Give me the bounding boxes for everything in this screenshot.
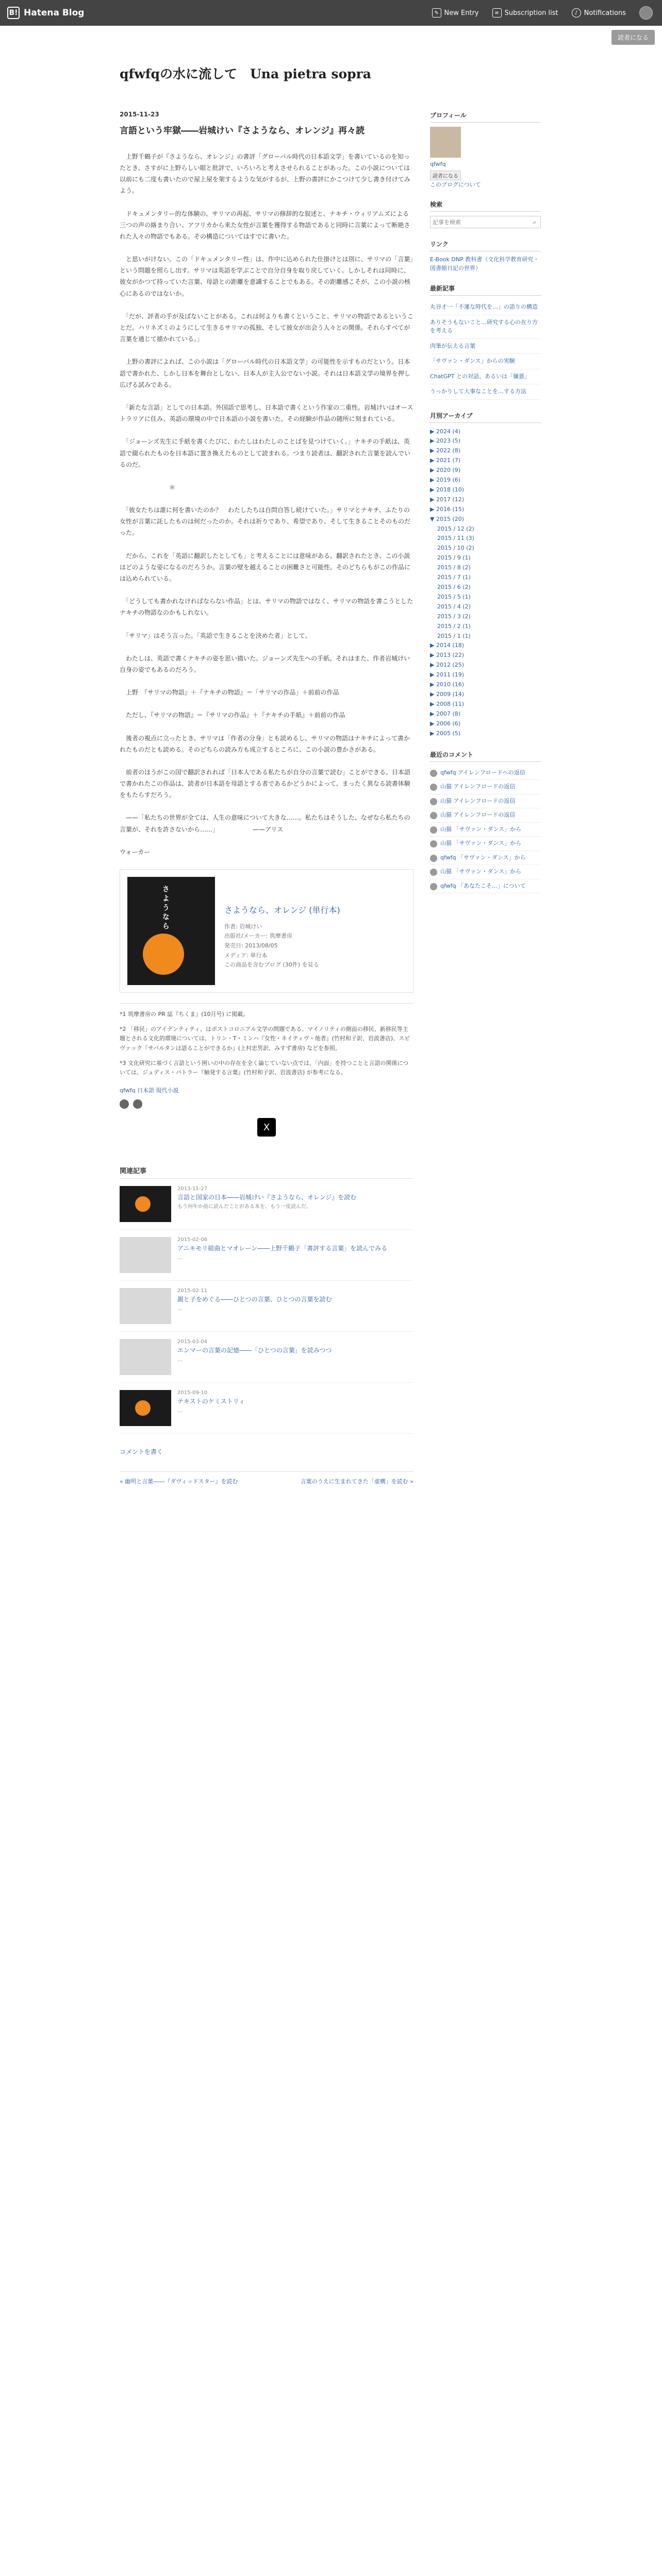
list-icon: ≡ xyxy=(492,8,502,18)
post-paragraph: 「どうしても書かれなければならない作品」とは、サリマの物語ではなく、サリマの物語を書こうとしたナキチの物語なのかもしれない。 xyxy=(120,598,413,617)
post-paragraph: 「彼女たちは誰に何を書いたのか？ わたしたちは自問自答し続けていた。」サリマとナキチ、ふたりの女性が言葉に託したものは何だったのか。それは祈りであり、希望であり、そして生きることそのものだった。 xyxy=(120,506,411,537)
book-author: 作者: 岩城けい xyxy=(224,923,262,930)
related-date: 2015-02-11 xyxy=(177,1288,208,1294)
archive-year-item[interactable]: ▶ 2016 (15) xyxy=(430,505,465,513)
subscription-list-button[interactable] xyxy=(492,8,558,18)
post-paragraph: 上野千鶴子が『さようなら、オレンジ』の書評「グローバル時代の日本語文学」を書いているのを知ったとき、さすがに上野らしい眼と批評で、いろいろと考えさせられることがあった。この小説については以前にも二度も書いたので屋上屋を架するような気がするが、上野の書評にかこつけて少し書き付けてみよう。 xyxy=(120,152,410,195)
write-comment-link[interactable] xyxy=(120,1447,413,1456)
archive-year-item[interactable]: ▶ 2013 (22) xyxy=(430,652,465,659)
write-comment-label[interactable]: コメントを書く xyxy=(120,1448,163,1456)
comment-link[interactable]: 山猫 「サヴァン・ダンス」から xyxy=(440,868,522,875)
archive-month-item[interactable]: 2015 / 2 (1) xyxy=(437,622,471,630)
recent-entry-link[interactable]: ChatGPT との対話、あるいは「嫌悪」 xyxy=(430,372,531,380)
post-paragraph: ドキュメンタリー的な体験の、サリマの再起、サリマの修辞的な叙述と、ナキチ・ウィリアムズによる三つの声の絡まり合い、アフリカから来た女性が言葉を獲得する物語であると同時に言葉によって断絶された人々の物語でもある。その構造についてはすでに書いた。 xyxy=(120,210,410,240)
post-paragraph: ただし、『サリマの物語』＝『サリマの作品』＋『ナキチの手紙』＋前前の作品 xyxy=(120,711,345,719)
hatena-logo[interactable] xyxy=(7,7,84,19)
related-thumbnail[interactable] xyxy=(120,1288,171,1324)
facebook-icon[interactable] xyxy=(133,1099,142,1109)
comment-item[interactable] xyxy=(430,865,541,879)
comment-link[interactable]: 山猫 「サヴァン・ダンス」から xyxy=(440,825,522,833)
post-paragraph: ウォーカー xyxy=(120,848,151,856)
comment-item[interactable] xyxy=(430,851,541,866)
hatena-bookmark-icon[interactable] xyxy=(120,1099,129,1109)
archive-year-item[interactable]: ▶ 2023 (5) xyxy=(430,437,461,445)
archive-year-item[interactable]: ▶ 2007 (8) xyxy=(430,710,461,717)
pencil-icon: ✎ xyxy=(432,8,441,18)
share-buttons xyxy=(120,1099,413,1109)
prev-entry-link[interactable]: « 幽明と言葉――『ダヴィッドスター』を読む xyxy=(120,1478,238,1485)
section-separator: ＊ xyxy=(120,483,176,491)
post-paragraph: 「新たな言語」としての日本語。外国語で思考し、日本語で書くという作家の二重性。岩城けいはオーストラリアに住み、英語の環境の中で日本語の小説を書いた。その経験が作品の随所に刻まれている。 xyxy=(120,403,413,423)
post-paragraph: 「サリマ」はそう言った。「英語で生きることを決めた者」として。 xyxy=(120,632,311,639)
search-module xyxy=(430,200,541,228)
post-title[interactable]: 言語という牢獄――岩城けい『さようなら、オレンジ』再々読 xyxy=(120,126,365,136)
subscribe-badge[interactable]: 読者になる xyxy=(430,171,461,180)
hatena-logo-text: Hatena Blog xyxy=(24,8,85,18)
x-share-button[interactable]: X xyxy=(257,1118,276,1137)
footnote: *1 筑摩書房の PR 誌『ちくま』(10月号) に掲載。 xyxy=(120,1011,249,1018)
commenter-avatar xyxy=(430,826,437,834)
category-link[interactable]: 現代小説 xyxy=(156,1087,179,1094)
related-title[interactable]: エンマーの言葉の記憶――「ひとつの言葉」を読みつつ xyxy=(177,1347,332,1354)
commenter-avatar xyxy=(430,784,437,791)
comment-item[interactable] xyxy=(430,823,541,837)
archive-month-item[interactable]: 2015 / 1 (1) xyxy=(437,632,471,639)
comment-link[interactable]: 山猫 「サヴァン・ダンス」から xyxy=(440,840,522,846)
main-column xyxy=(120,111,413,1485)
profile-heading: プロフィール xyxy=(430,111,541,123)
comment-link[interactable]: 山猫 アイレンフロードの返信 xyxy=(440,811,516,818)
related-thumbnail[interactable] xyxy=(120,1237,171,1273)
links-module xyxy=(430,240,541,273)
archive-month-item[interactable]: 2015 / 7 (1) xyxy=(437,574,471,581)
related-thumbnail[interactable] xyxy=(120,1390,171,1426)
archive-month-item[interactable]: 2015 / 8 (2) xyxy=(437,564,471,571)
post-paragraph: 前者のほうがこの国で翻訳されれば「日本人である私たちが自分の言葉で読む」ことができる。日本語で書かれたこの作品は、読者が日本語を母語とする者であるかどうかによって、まったく異なる読書体験をもたらすだろう。 xyxy=(120,768,411,799)
author-link[interactable]: qfwfq xyxy=(120,1087,136,1094)
recent-comments-module xyxy=(430,750,541,894)
comment-item[interactable] xyxy=(430,808,541,823)
profile-avatar[interactable] xyxy=(430,127,461,158)
post-paragraph: と思いがけない。この「ドキュメンタリー性」は、作中に込められた仕掛けとは別に、サリマの「言葉」という問題を照らし出す。サリマは英語を学ぶことで自分自身を取り戻していく。しかしそれは同時に、彼女がかつて持っていた言葉、母語との距離を意識することでもある。その距離感こそが、この小説の核心にあるのではないか。 xyxy=(120,256,413,297)
search-heading: 検索 xyxy=(430,200,541,212)
book-cover-image[interactable] xyxy=(127,877,215,985)
archive-year-item[interactable]: ▶ 2010 (16) xyxy=(430,681,465,688)
related-date: 2013-11-27 xyxy=(177,1186,208,1192)
commenter-avatar xyxy=(430,883,437,890)
book-meta xyxy=(224,922,340,970)
archive-year-item[interactable]: ▶ 2011 (19) xyxy=(430,671,465,679)
hatena-topbar xyxy=(0,0,662,26)
related-excerpt: もう何年か前に読んだことがある本を、もう一度読んだ。 xyxy=(177,1204,311,1210)
new-entry-label: New Entry xyxy=(444,9,479,17)
related-item[interactable] xyxy=(120,1230,413,1281)
post-paragraph: 後者の視点に立ったとき、サリマは「作者の分身」とも読めるし、サリマの物語はナキチによって書かれたものだとも読める。そのどちらの読み方も成立するところに、この小説の豊かさがある。 xyxy=(120,734,410,753)
book-release-date: 発売日: 2013/08/05 xyxy=(224,942,278,950)
book-info xyxy=(224,877,340,985)
footnotes xyxy=(120,1003,413,1078)
comment-link[interactable]: qfwfq 「サヴァン・ダンス」から xyxy=(440,854,526,861)
archive-month-item[interactable]: 2015 / 6 (2) xyxy=(437,584,471,590)
footnote: *2 「移民」のアイデンティティ、はポストコロニアル文学の問題である。マイノリティの側面の移民、新移民等主題とされる文化的環境については、トリン・T・ミンハ『女性・ネイティヴ・他者』(竹村和子訳、岩波書店)、スピヴァック『サバルタンは語ることができるか』(上村忠男訳、みすず書房) などを参照。 xyxy=(120,1025,410,1052)
commenter-avatar xyxy=(430,855,437,862)
related-title[interactable]: 親と子をめぐる――ひとつの言葉、ひとつの言葉を読む xyxy=(177,1296,332,1303)
orange-illustration xyxy=(143,934,184,975)
comment-link[interactable]: qfwfq アイレンフロードへの返信 xyxy=(440,769,525,776)
post-paragraph: 上野の書評によれば、この小説は「グローバル時代の日本語文学」の可能性を示すものだという。日本語で書かれた、しかし日本を舞台としない、日本人が主人公でない小説。それは日本語文学の境界を押し広げる試みである。 xyxy=(120,358,411,388)
topbar-actions xyxy=(432,0,653,26)
recent-entries-module xyxy=(430,284,541,400)
archive-module xyxy=(430,411,541,739)
comment-item[interactable] xyxy=(430,837,541,851)
recent-entry-link[interactable]: ありそうもないこと…研究する心の在り方を考える xyxy=(430,318,538,334)
comments-heading: 最近のコメント xyxy=(430,750,541,762)
post-paragraph: わたしは、英語で書くナキチの姿を思い描いた。ジョーンズ先生への手紙。それはまた、作者岩城けい自身の姿でもあるのだろう。 xyxy=(120,654,410,673)
related-title[interactable]: アニキモリ組曲とマオレーン――上野千鶴子「書評する言葉」を読んでみる xyxy=(177,1245,388,1252)
recent-heading: 最新記事 xyxy=(430,284,541,296)
next-entry-link[interactable]: 言葉のうえに生まれてきた「虚構」を読む » xyxy=(300,1478,413,1485)
notifications-label: Notifications xyxy=(584,9,626,17)
recent-entry-link[interactable]: 肉筆が伝える言葉 xyxy=(430,342,475,349)
archive-month-item[interactable]: 2015 / 12 (2) xyxy=(437,525,474,532)
related-excerpt: … xyxy=(177,1306,183,1312)
search-input[interactable] xyxy=(431,216,529,228)
post-paragraph: 「ジョーンズ先生に手紙を書くたびに、わたしはわたしのことばを見つけていく。」ナキチの手紙は、英語で綴られたものを日本語に置き換えたものとして読まれる。つまり読者は、翻訳された言葉を読んでいるのだ。 xyxy=(120,438,411,468)
commenter-avatar xyxy=(430,798,437,805)
commenter-avatar xyxy=(430,869,437,876)
archive-year-item[interactable]: ▶ 2014 (18) xyxy=(430,642,465,649)
related-title[interactable]: テキストのケミストリィ xyxy=(177,1398,245,1405)
archive-month-item[interactable]: 2015 / 9 (1) xyxy=(437,554,471,562)
archive-year-item[interactable]: ▶ 2021 (7) xyxy=(430,457,461,464)
related-date: 2015-09-10 xyxy=(177,1390,208,1396)
archive-year-item[interactable]: ▶ 2008 (11) xyxy=(430,700,465,707)
sidebar-link[interactable]: E-Book DNP 教科書（文化科学教育研究・図書館日記の世界） xyxy=(430,256,539,272)
comment-link[interactable]: 山猫 アイレンフロードの返信 xyxy=(440,783,516,790)
profile-module xyxy=(430,111,541,189)
cover-title: さようなら xyxy=(161,885,170,932)
book-blog-link[interactable]: この商品を含むブログ (30件) を見る xyxy=(224,961,319,969)
related-title[interactable]: 言語と国家の日本――岩城けい『さようなら、オレンジ』を読む xyxy=(177,1194,357,1201)
archive-year-item[interactable]: ▶ 2009 (14) xyxy=(430,690,465,698)
related-item[interactable] xyxy=(120,1383,413,1434)
archive-year-item[interactable]: ▶ 2024 (4) xyxy=(430,428,461,435)
commenter-avatar xyxy=(430,840,437,848)
related-heading: 関連記事 xyxy=(120,1165,413,1179)
hatena-logo-icon: B! xyxy=(7,7,20,19)
archive-year-item[interactable]: ▶ 2020 (9) xyxy=(430,467,461,474)
post-quote: ——「私たちの世界が全ては、人生の意味について大きな……。私たちはそうした、なぜなら私たちの言葉が、それを許さないから……」 ——アリス xyxy=(120,814,410,833)
book-publisher: 出版社/メーカー: 筑摩書房 xyxy=(224,933,292,940)
related-item[interactable] xyxy=(120,1332,413,1383)
post-paragraph: 「だが、評者の手が及ばないことがある。これは何よりも書くということ、サリマの物語であるということだ。ハリネズミのようにして生きるサリマの孤独、そして彼女が出会う人々との関係。それらすべてが言葉を通じて描かれている。」 xyxy=(120,312,413,343)
comment-item[interactable] xyxy=(430,766,541,781)
sidebar xyxy=(430,111,541,905)
commenter-avatar xyxy=(430,812,437,819)
post-footer xyxy=(120,1086,413,1137)
archive-month-item[interactable]: 2015 / 5 (1) xyxy=(437,593,471,600)
post-date[interactable]: 2015-11-23 xyxy=(120,111,159,118)
related-excerpt: … xyxy=(177,1357,183,1363)
related-excerpt: … xyxy=(177,1408,183,1414)
book-title-link[interactable]: さようなら、オレンジ (単行本) xyxy=(224,905,340,916)
related-item[interactable] xyxy=(120,1281,413,1332)
comment-link[interactable]: qfwfq 「あなたこそ…」について xyxy=(440,882,526,889)
recent-entry-link[interactable]: 「サヴァン・ダンス」からの実験 xyxy=(430,358,515,364)
footnote: *3 文化研究に基づく言語という囲いの中の存在を全く論じていない点では、「内面」を持つことと言語の関係については、ジュディス・バトラー『触発する言葉』(竹村和子訳、岩波書店) が参考になる。 xyxy=(120,1059,409,1076)
related-entries xyxy=(120,1165,413,1434)
related-item[interactable] xyxy=(120,1179,413,1230)
subscription-label: Subscription list xyxy=(504,9,558,17)
related-date: 2015-03-04 xyxy=(177,1339,208,1345)
search-box xyxy=(430,216,541,228)
archive-year-item[interactable]: ▶ 2017 (12) xyxy=(430,496,465,503)
archive-month-item[interactable]: 2015 / 11 (3) xyxy=(437,535,474,542)
search-icon[interactable]: ⌕ xyxy=(533,218,537,226)
comment-item[interactable] xyxy=(430,780,541,794)
archive-year-item[interactable]: ▶ 2022 (8) xyxy=(430,447,461,454)
recent-entry-link[interactable]: 丸谷才一「不運な時代を…」の語りの構造 xyxy=(430,303,538,310)
archive-month-item[interactable]: 2015 / 10 (2) xyxy=(437,545,474,552)
notifications-button[interactable] xyxy=(572,8,626,18)
related-date: 2015-02-06 xyxy=(177,1237,208,1243)
bell-icon: ♪ xyxy=(572,8,581,18)
amazon-book-card[interactable] xyxy=(120,869,413,993)
profile-name-link[interactable]: qfwfq xyxy=(430,161,446,167)
links-heading: リンク xyxy=(430,240,541,251)
book-media: メディア: 単行本 xyxy=(224,952,268,959)
archive-year-item[interactable]: ▶ 2019 (6) xyxy=(430,477,461,484)
related-thumbnail[interactable] xyxy=(120,1339,171,1375)
related-excerpt: … xyxy=(177,1255,183,1261)
subscribe-button[interactable]: 読者になる xyxy=(611,30,655,45)
category-link[interactable]: 日本語 xyxy=(137,1087,155,1094)
comment-item[interactable] xyxy=(430,794,541,809)
archive-year-item[interactable]: ▶ 2006 (6) xyxy=(430,720,461,727)
comment-link[interactable]: 山猫 アイレンフロードの返信 xyxy=(440,797,516,804)
new-entry-button[interactable] xyxy=(432,8,479,18)
archive-heading: 月別アーカイブ xyxy=(430,411,541,423)
post-body xyxy=(120,151,413,1078)
archive-month-item[interactable]: 2015 / 4 (2) xyxy=(437,603,471,610)
blog-title[interactable]: qfwfqの水に流して Una pietra sopra xyxy=(120,66,371,81)
archive-month-item[interactable]: 2015 / 3 (2) xyxy=(437,613,471,620)
recent-entry-link[interactable]: うっかりして大事なことを…する方法 xyxy=(430,388,526,395)
comment-item[interactable] xyxy=(430,879,541,894)
archive-year-item[interactable]: ▶ 2018 (10) xyxy=(430,486,465,493)
entry-pager xyxy=(120,1471,413,1485)
related-thumbnail[interactable] xyxy=(120,1186,171,1222)
archive-year-item[interactable]: ▼ 2015 (20) xyxy=(430,515,465,522)
user-avatar[interactable] xyxy=(639,6,653,20)
archive-year-item[interactable]: ▶ 2012 (25) xyxy=(430,662,465,669)
commenter-avatar xyxy=(430,770,437,777)
archive-year-item[interactable]: ▶ 2005 (5) xyxy=(430,730,461,737)
about-blog-link[interactable]: このブログについて xyxy=(430,181,481,188)
post-paragraph: だから、これを「英語に翻訳したとしても」と考えることには意味がある。翻訳されたとき、この小説はどのような姿になるのだろうか。言葉の壁を越えることの困難さと可能性。そのどちらもがこの作品には込められている。 xyxy=(120,552,411,583)
post-paragraph: 上野 『サリマの物語』＋『ナキチの物語』＝「サリマの作品」＋前前の作品 xyxy=(120,689,339,697)
